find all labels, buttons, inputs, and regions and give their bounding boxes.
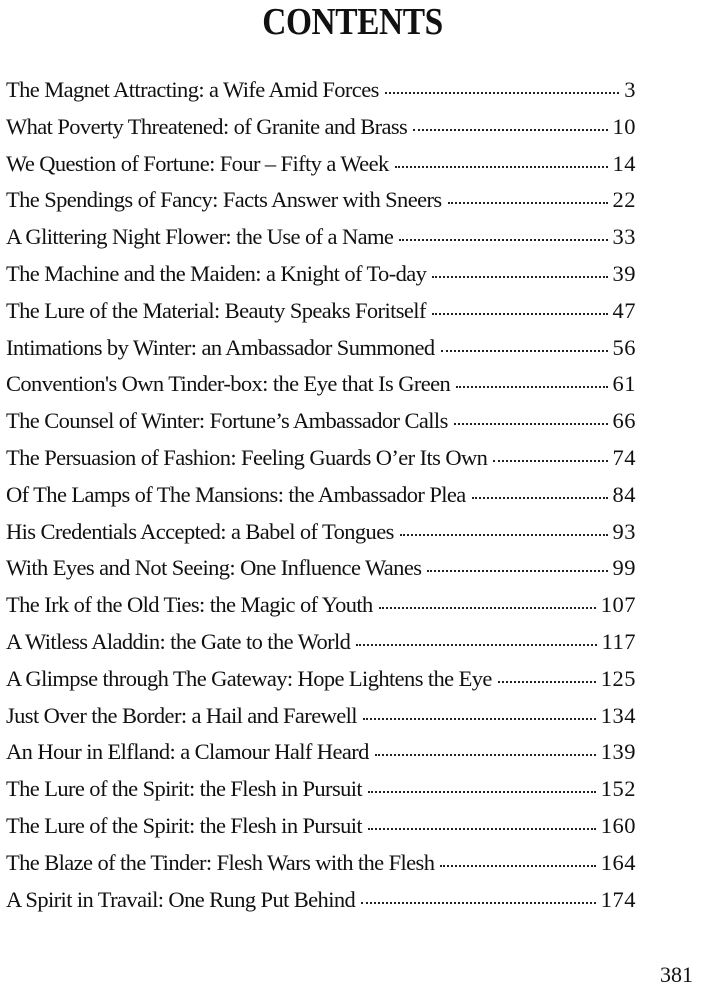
toc-dot-leader	[498, 661, 596, 683]
toc-entry	[6, 109, 636, 146]
toc-entry-page: 107	[600, 592, 636, 618]
toc-entry-title: With Eyes and Not Seeing: One Influence Wanes	[6, 555, 422, 581]
toc-dot-leader	[448, 182, 608, 204]
toc-dot-leader	[368, 771, 596, 793]
toc-entry-title: The Persuasion of Fashion: Feeling Guards O’er Its Own	[6, 444, 488, 470]
page-number: 381	[660, 962, 693, 987]
toc-entry-page: 174	[600, 886, 636, 912]
toc-dot-leader	[432, 293, 608, 315]
toc-entry-title: An Hour in Elfland: a Clamour Half Heard	[6, 739, 369, 765]
toc-entry-title: A Glittering Night Flower: the Use of a Name	[6, 224, 394, 250]
toc-dot-leader	[441, 330, 608, 352]
toc-dot-leader	[456, 366, 607, 388]
toc-entry-page: 22	[612, 187, 636, 213]
toc-dot-leader	[399, 219, 607, 241]
toc-entry	[6, 330, 636, 367]
toc-dot-leader	[472, 477, 608, 499]
toc-entry	[6, 514, 636, 551]
toc-dot-leader	[363, 698, 596, 720]
table-of-contents	[6, 72, 636, 918]
toc-entry-title: What Poverty Threatened: of Granite and Brass	[6, 113, 408, 139]
toc-entry	[6, 845, 636, 882]
toc-entry-page: 160	[600, 812, 636, 838]
toc-entry-title: The Machine and the Maiden: a Knight of To-day	[6, 260, 427, 286]
toc-entry-page: 164	[600, 849, 636, 875]
toc-entry	[6, 366, 636, 403]
toc-entry	[6, 882, 636, 919]
toc-entry-title: The Lure of the Spirit: the Flesh in Pursuit	[6, 776, 363, 802]
toc-entry-title: A Spirit in Travail: One Rung Put Behind	[6, 886, 356, 912]
toc-entry-title: The Lure of the Spirit: the Flesh in Pursuit	[6, 812, 363, 838]
toc-entry	[6, 403, 636, 440]
toc-entry-page: 3	[624, 77, 636, 102]
toc-entry	[6, 734, 636, 771]
toc-entry	[6, 587, 636, 624]
toc-dot-leader	[385, 72, 620, 94]
toc-entry	[6, 661, 636, 698]
toc-entry-title: Of The Lamps of The Mansions: the Ambassador Plea	[6, 481, 466, 507]
toc-dot-leader	[361, 882, 596, 904]
toc-entry	[6, 146, 636, 183]
toc-entry-title: The Counsel of Winter: Fortune’s Ambassador Calls	[6, 408, 448, 434]
toc-entry-title: A Glimpse through The Gateway: Hope Lightens the Eye	[6, 665, 492, 691]
toc-entry-page: 134	[600, 702, 636, 728]
toc-entry-page: 139	[600, 739, 636, 765]
toc-entry-title: Just Over the Border: a Hail and Farewell	[6, 702, 357, 728]
toc-entry	[6, 698, 636, 735]
toc-entry-page: 14	[612, 150, 636, 176]
toc-entry	[6, 72, 636, 109]
toc-entry	[6, 182, 636, 219]
toc-dot-leader	[432, 256, 607, 278]
toc-entry-page: 47	[612, 297, 636, 323]
toc-entry-title: The Spendings of Fancy: Facts Answer with Sneers	[6, 187, 442, 213]
toc-entry	[6, 440, 636, 477]
toc-dot-leader	[493, 440, 607, 462]
toc-entry-page: 99	[612, 555, 636, 581]
toc-entry-page: 125	[600, 665, 636, 691]
toc-dot-leader	[440, 845, 595, 867]
toc-dot-leader	[454, 403, 608, 425]
toc-entry-page: 61	[612, 371, 636, 397]
toc-entry-page: 93	[612, 518, 636, 544]
toc-entry-page: 66	[612, 408, 636, 434]
contents-heading: CONTENTS	[262, 1, 443, 43]
toc-entry-title: The Lure of the Material: Beauty Speaks Foritself	[6, 297, 426, 323]
toc-entry-title: The Magnet Attracting: a Wife Amid Forces	[6, 77, 379, 102]
toc-entry	[6, 256, 636, 293]
toc-entry-title: The Blaze of the Tinder: Flesh Wars with the Flesh	[6, 849, 435, 875]
toc-dot-leader	[413, 109, 607, 131]
toc-dot-leader	[368, 808, 596, 830]
toc-entry-title: Convention's Own Tinder-box: the Eye that Is Green	[6, 371, 451, 397]
toc-entry-title: We Question of Fortune: Four – Fifty a Week	[6, 150, 389, 176]
toc-entry	[6, 771, 636, 808]
toc-entry	[6, 219, 636, 256]
toc-entry-title: The Irk of the Old Ties: the Magic of Youth	[6, 592, 373, 618]
toc-entry-page: 33	[612, 224, 636, 250]
toc-entry	[6, 808, 636, 845]
toc-entry-page: 56	[612, 334, 636, 360]
toc-entry-title: Intimations by Winter: an Ambassador Summoned	[6, 334, 435, 360]
toc-entry-page: 117	[601, 628, 636, 654]
toc-dot-leader	[375, 734, 596, 756]
toc-dot-leader	[400, 514, 608, 536]
toc-dot-leader	[379, 587, 596, 609]
toc-entry-page: 10	[612, 113, 636, 139]
toc-entry	[6, 477, 636, 514]
toc-entry-title: A Witless Aladdin: the Gate to the World	[6, 628, 351, 654]
toc-entry	[6, 624, 636, 661]
toc-dot-leader	[427, 550, 607, 572]
toc-dot-leader	[395, 146, 608, 168]
toc-dot-leader	[356, 624, 596, 646]
toc-entry-page: 74	[612, 444, 636, 470]
toc-entry	[6, 293, 636, 330]
toc-entry-page: 84	[612, 481, 636, 507]
toc-entry	[6, 550, 636, 587]
toc-entry-page: 39	[612, 260, 636, 286]
toc-entry-page: 152	[600, 776, 636, 802]
toc-entry-title: His Credentials Accepted: a Babel of Tongues	[6, 518, 394, 544]
